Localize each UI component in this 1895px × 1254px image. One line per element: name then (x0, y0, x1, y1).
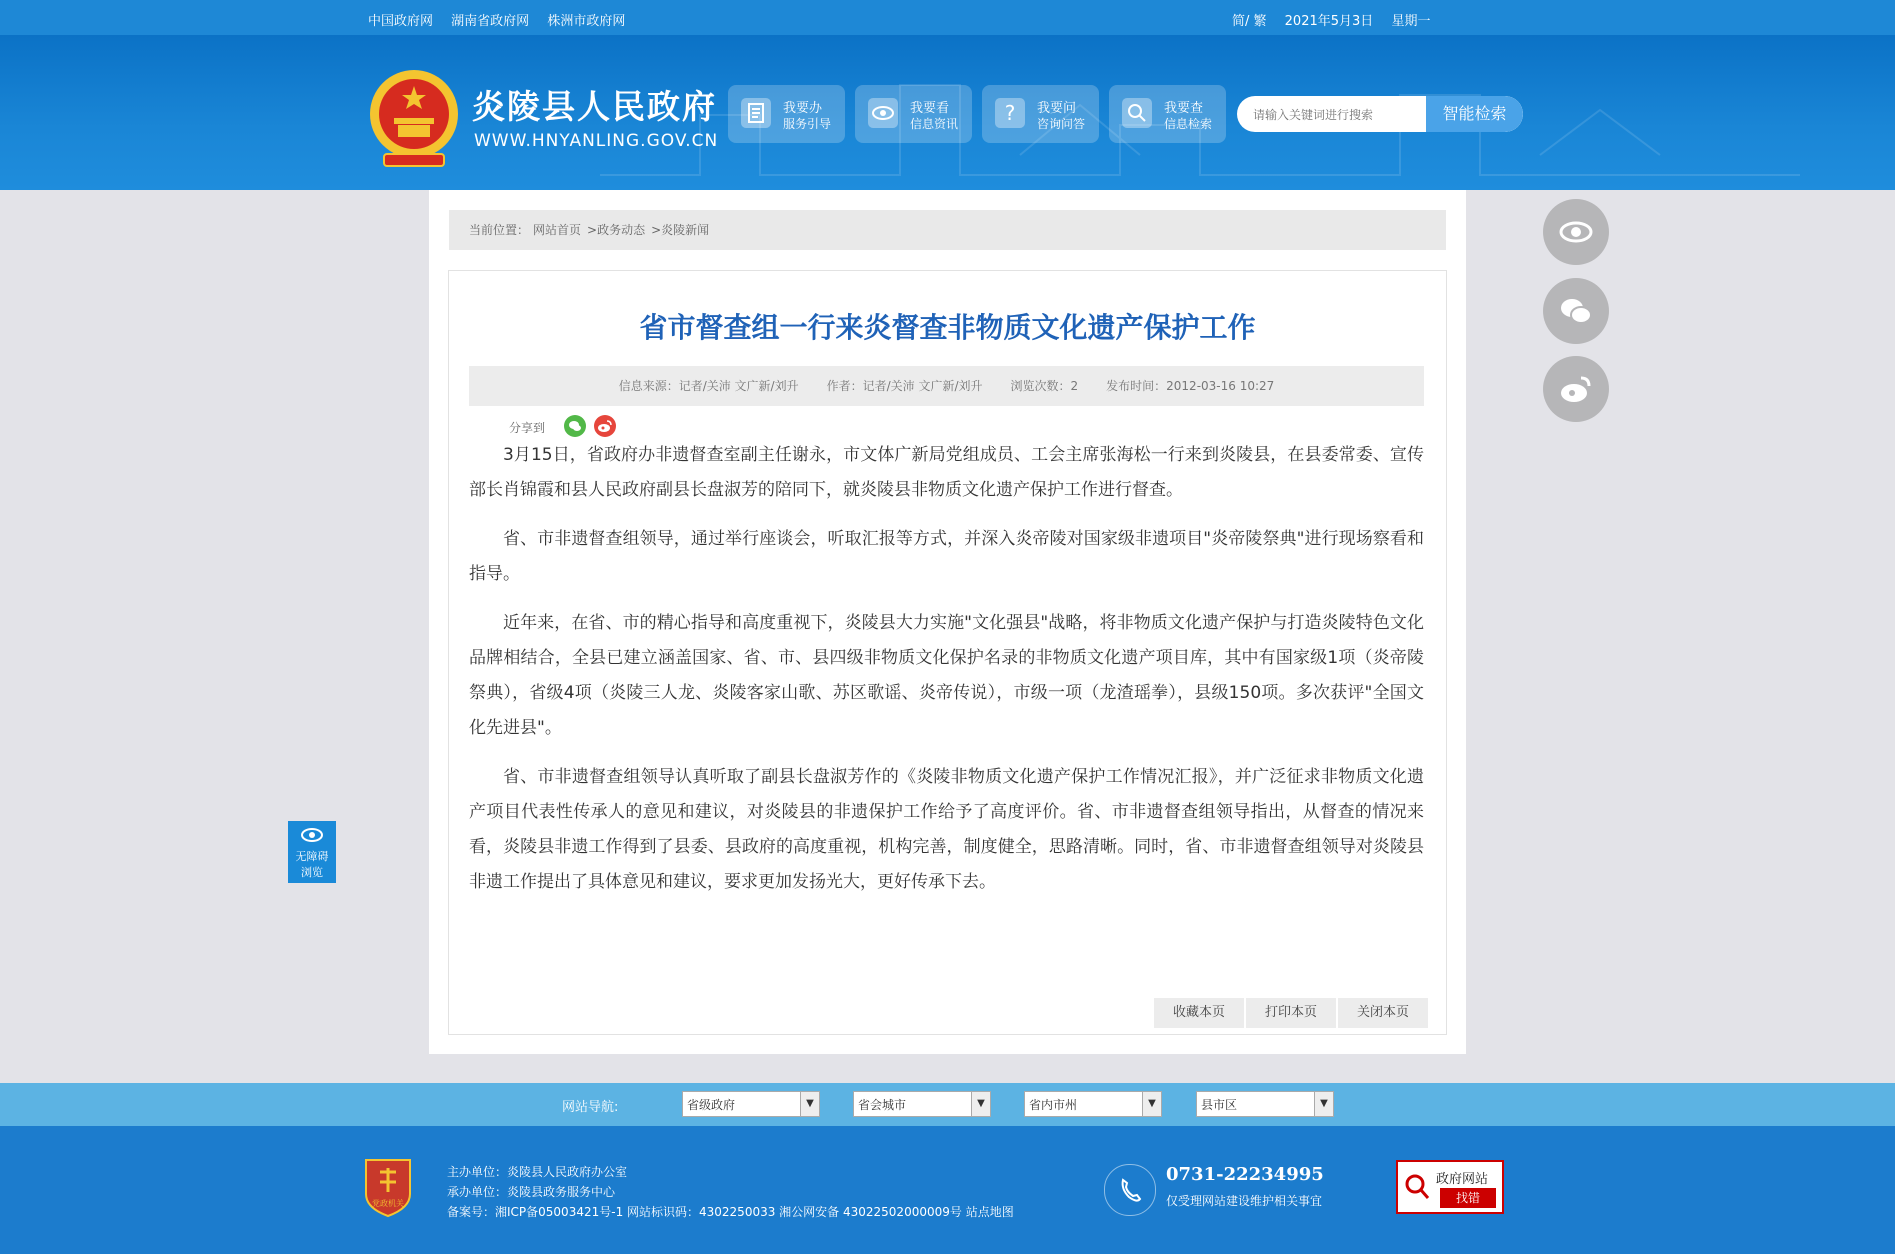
meta-author: 作者：记者/关沛 文广新/刘升 (826, 379, 983, 393)
service-ask-button[interactable] (982, 85, 1099, 143)
breadcrumb-level1[interactable]: >政务动态 (587, 223, 646, 237)
footer-host: 主办单位：炎陵县人民政府办公室 (447, 1165, 628, 1179)
wechat-icon (1543, 278, 1609, 344)
search-button[interactable]: 智能检索 (1426, 96, 1523, 132)
select-value: 省级政府 (687, 1098, 736, 1112)
article-actions (1152, 998, 1428, 1028)
footer (0, 1126, 1895, 1254)
article-paragraph: 近年来，在省、市的精心指导和高度重视下，炎陵县大力实施"文化强县"战略，将非物质文化遗产保护与打造炎陵特色文化品牌相结合，全县已建立涵盖国家、省、市、县四级非物质文化保护名录的非物质文化遗产项目库，其中有国家级1项（炎帝陵祭典），省级4项（炎陵三人龙、炎陵客家山歌、苏区歌谣、炎帝传说），市级一项（龙渣瑶拳），县级150项。多次获评"全国文化先进县"。 (469, 613, 1424, 738)
badge-text: 党政机关 (372, 1199, 404, 1208)
select-province-gov[interactable] (682, 1091, 820, 1117)
close-page-button[interactable]: 关闭本页 (1338, 998, 1428, 1028)
question-icon (995, 98, 1025, 128)
chevron-down-icon: ▼ (1142, 1092, 1161, 1116)
breadcrumb-label: 当前位置： (469, 223, 530, 237)
accessibility-label-1: 无障碍 (295, 850, 329, 863)
site-url: WWW.HNYANLING.GOV.CN (474, 131, 719, 151)
date-text: 2021年5月3日 (1284, 14, 1374, 29)
footer-phone: 0731-22234995 (1166, 1164, 1324, 1185)
magnifier-icon (1402, 1168, 1432, 1208)
service-search-button[interactable] (1109, 85, 1226, 143)
chevron-down-icon: ▼ (1314, 1092, 1333, 1116)
article-meta (469, 366, 1424, 406)
service-search-sub: 信息检索 (1164, 117, 1213, 131)
top-bar (0, 0, 1895, 35)
meta-views: 浏览次数：2 (1010, 379, 1079, 393)
select-provincial-capitals[interactable] (853, 1091, 991, 1117)
meta-published: 发布时间：2012-03-16 10:27 (1106, 379, 1275, 393)
side-view-button[interactable] (1543, 199, 1609, 265)
accessibility-label-2: 浏览 (301, 866, 323, 879)
eye-icon (288, 821, 336, 845)
service-view-sub: 信息资讯 (910, 117, 959, 131)
select-value: 省会城市 (858, 1098, 907, 1112)
phone-icon (1104, 1164, 1156, 1216)
article-title: 省市督查组一行来炎督查非物质文化遗产保护工作 (639, 311, 1256, 344)
chevron-down-icon: ▼ (800, 1092, 819, 1116)
document-icon (741, 98, 771, 128)
national-emblem-icon (366, 68, 462, 170)
side-wechat-button[interactable] (1543, 278, 1609, 344)
weibo-share-icon[interactable] (594, 415, 616, 437)
eye-icon (1543, 199, 1609, 265)
article-paragraph: 省、市非遗督查组领导认真听取了副县长盘淑芳作的《炎陵非物质文化遗产保护工作情况汇报》，并广泛征求非物质文化遗产项目代表性传承人的意见和建议，对炎陵县的非遗保护工作给予了高度评价。省、市非遗督查组领导指出，从督查的情况来看，炎陵县非遗工作得到了县委、县政府的高度重视，机构完善，制度健全，思路清晰。同时，省、市非遗督查组领导对炎陵县非遗工作提出了具体意见和建议，要求更加发扬光大，更好传承下去。 (469, 767, 1424, 892)
accessibility-button[interactable] (288, 821, 336, 883)
service-search-title: 我要查 (1164, 101, 1204, 116)
article-paragraph: 省、市非遗督查组领导，通过举行座谈会，听取汇报等方式，并深入炎帝陵对国家级非遗项目"炎帝陵祭典"进行现场察看和指导。 (469, 529, 1424, 584)
site-nav-bar (0, 1083, 1895, 1126)
footer-phone-desc: 仅受理网站建设维护相关事宜 (1166, 1194, 1323, 1208)
service-do-button[interactable] (728, 85, 845, 143)
select-counties[interactable] (1196, 1091, 1334, 1117)
report-error-button[interactable] (1396, 1160, 1504, 1214)
party-government-badge-icon[interactable] (362, 1156, 414, 1218)
article-paragraph: 3月15日，省政府办非遗督查室副主任谢永，市文体广新局党组成员、工会主席张海松一行来到炎陵县，在县委常委、宣传部长肖锦霞和县人民政府副县长盘淑芳的陪同下，就炎陵县非物质文化遗产保护工作进行督查。 (469, 445, 1424, 500)
header-banner (0, 35, 1895, 190)
search-input[interactable] (1251, 96, 1435, 132)
service-ask-title: 我要问 (1037, 101, 1077, 116)
breadcrumb (449, 210, 1446, 250)
service-view-title: 我要看 (910, 101, 950, 116)
article-body (469, 438, 1424, 914)
weibo-icon (1543, 356, 1609, 422)
eye-icon (868, 98, 898, 128)
lang-switch[interactable]: 简/ 繁 (1232, 14, 1267, 29)
breadcrumb-home[interactable]: 网站首页 (533, 223, 582, 237)
bookmark-button[interactable]: 收藏本页 (1154, 998, 1244, 1028)
link-hunan-gov[interactable]: 湖南省政府网 (451, 14, 530, 29)
select-value: 县市区 (1201, 1098, 1238, 1112)
top-right (1232, 10, 1444, 29)
service-view-button[interactable] (855, 85, 972, 143)
side-weibo-button[interactable] (1543, 356, 1609, 422)
select-value: 省内市州 (1029, 1098, 1078, 1112)
meta-source: 信息来源：记者/关沛 文广新/刘升 (618, 379, 799, 393)
error-box-line1: 政府网站 (1436, 1172, 1489, 1187)
share-label: 分享到 (509, 421, 546, 435)
select-prefecture-cities[interactable] (1024, 1091, 1162, 1117)
top-links (368, 10, 639, 29)
link-zhuzhou-gov[interactable]: 株洲市政府网 (547, 14, 626, 29)
error-box-line2: 找错 (1440, 1188, 1496, 1208)
chevron-down-icon: ▼ (971, 1092, 990, 1116)
print-button[interactable]: 打印本页 (1246, 998, 1336, 1028)
search-box (1237, 96, 1523, 132)
footer-organizer: 承办单位：炎陵县政务服务中心 (447, 1185, 616, 1199)
footer-record[interactable]: 备案号：湘ICP备05003421号-1 网站标识码：4302250033 湘公网安备 43022502000009号 站点地图 (447, 1205, 1014, 1219)
service-ask-sub: 咨询问答 (1037, 117, 1086, 131)
footer-info (447, 1162, 1014, 1222)
weekday-text: 星期一 (1391, 14, 1431, 29)
breadcrumb-level2[interactable]: >炎陵新闻 (651, 223, 710, 237)
wechat-share-icon[interactable] (564, 415, 586, 437)
article (448, 270, 1447, 1035)
content-panel (429, 190, 1466, 1054)
service-do-title: 我要办 (783, 101, 823, 116)
svg-text:?: ? (1004, 101, 1016, 125)
service-do-sub: 服务引导 (783, 117, 832, 131)
magnifier-icon (1122, 98, 1152, 128)
site-title: 炎陵县人民政府 (472, 87, 717, 126)
site-nav-label: 网站导航: (562, 1100, 619, 1115)
link-central-gov[interactable]: 中国政府网 (368, 14, 434, 29)
